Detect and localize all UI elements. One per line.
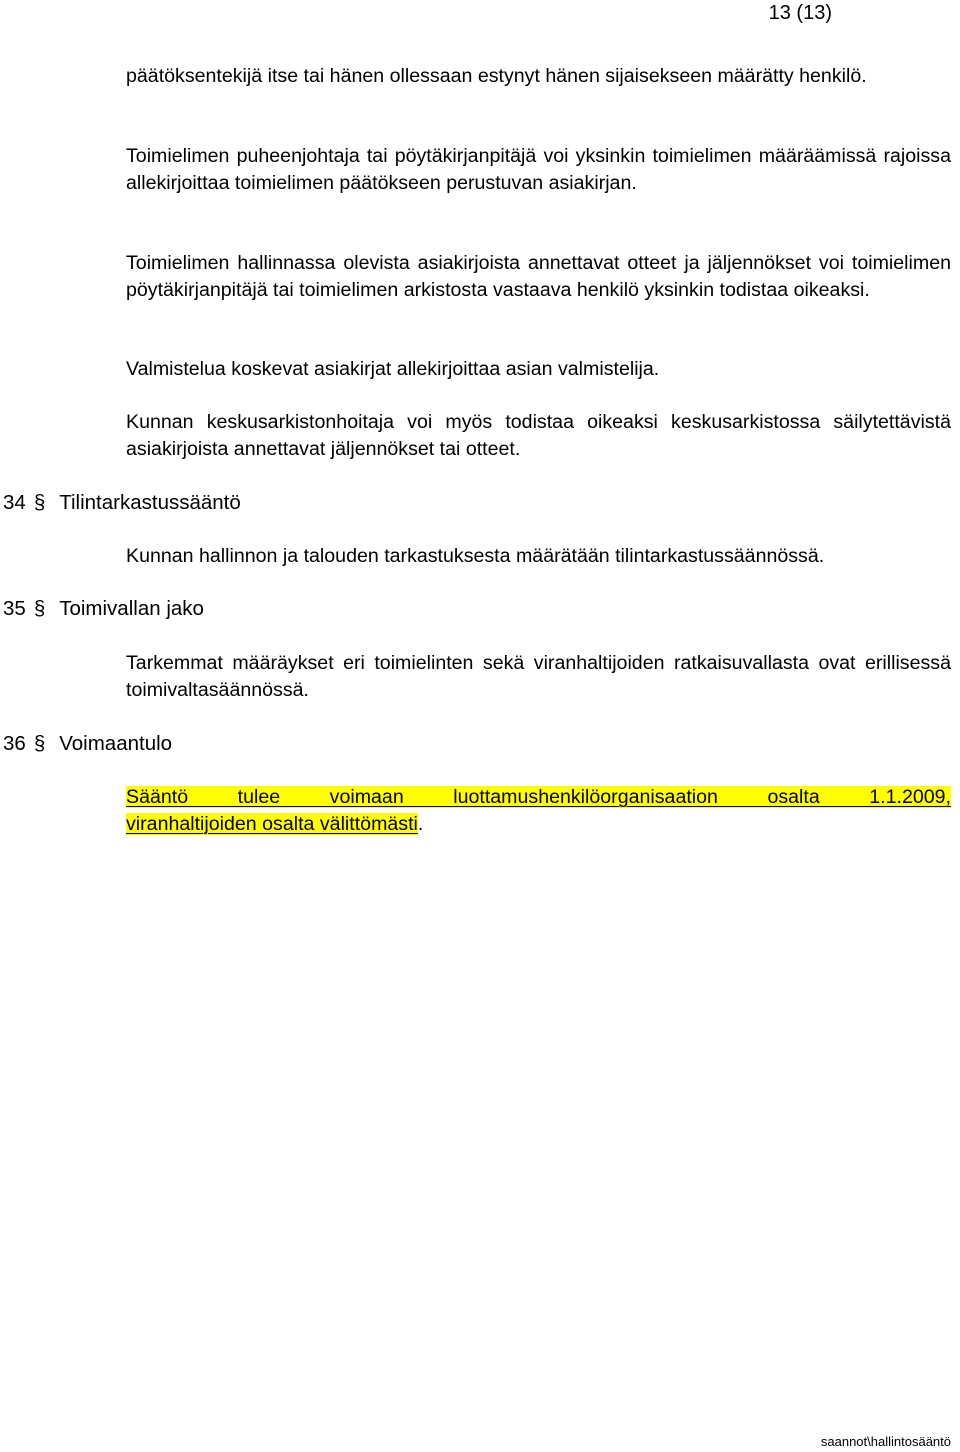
section-36-body — [126, 784, 951, 837]
section-34-body: Kunnan hallinnon ja talouden tarkastuksesta määrätään tilintarkastussäännössä. — [126, 545, 825, 567]
section-title: Voimaantulo — [59, 732, 173, 755]
section-number: 35 — [3, 597, 26, 620]
highlighted-line-1 — [126, 784, 951, 811]
highlighted-text: Sääntö tulee voimaan luottamushenkilöorganisaation osalta 1.1.2009, — [126, 786, 951, 808]
paragraph-copies: Toimielimen hallinnassa olevista asiakirjoista annettavat otteet ja jäljennökset voi toimielimen pöytäkirjanpitäjä tai toimielimen arkistosta vastaava henkilö yksinkin todistaa oikeaksi. — [126, 252, 951, 301]
section-number: 36 — [3, 732, 26, 755]
section-35-heading — [3, 596, 204, 622]
section-35-body: Tarkemmat määräykset eri toimielinten sekä viranhaltijoiden ratkaisuvallasta ovat erillisessä toimivaltasäännössä. — [126, 652, 951, 701]
paragraph-archive: Kunnan keskusarkistonhoitaja voi myös todistaa oikeaksi keskusarkistossa säilytettävistä asiakirjoista annettavat jäljennökset tai otteet. — [126, 411, 951, 460]
sentence-end: . — [417, 812, 424, 835]
footer-path: saannot\hallintosääntö — [820, 1434, 951, 1449]
highlighted-text: viranhaltijoiden osalta välittömästi — [126, 812, 418, 835]
highlighted-line-2 — [126, 811, 951, 838]
paragraph-signing: Toimielimen puheenjohtaja tai pöytäkirjanpitäjä voi yksinkin toimielimen määräämissä rajoissa allekirjoittaa toimielimen päätökseen perustuvan asiakirjan. — [126, 145, 951, 194]
section-symbol: § — [33, 732, 46, 755]
section-symbol: § — [33, 597, 46, 620]
section-title: Tilintarkastussääntö — [59, 491, 241, 514]
section-number: 34 — [3, 491, 26, 514]
page-number: 13 (13) — [768, 2, 832, 24]
paragraph-preparation: Valmistelua koskevat asiakirjat allekirjoittaa asian valmistelija. — [126, 358, 660, 380]
paragraph-continuation: päätöksentekijä itse tai hänen ollessaan estynyt hänen sijaisekseen määrätty henkilö. — [126, 65, 867, 87]
section-title: Toimivallan jako — [59, 597, 204, 620]
section-36-heading — [3, 731, 172, 757]
section-symbol: § — [33, 491, 46, 514]
section-34-heading — [3, 490, 241, 516]
